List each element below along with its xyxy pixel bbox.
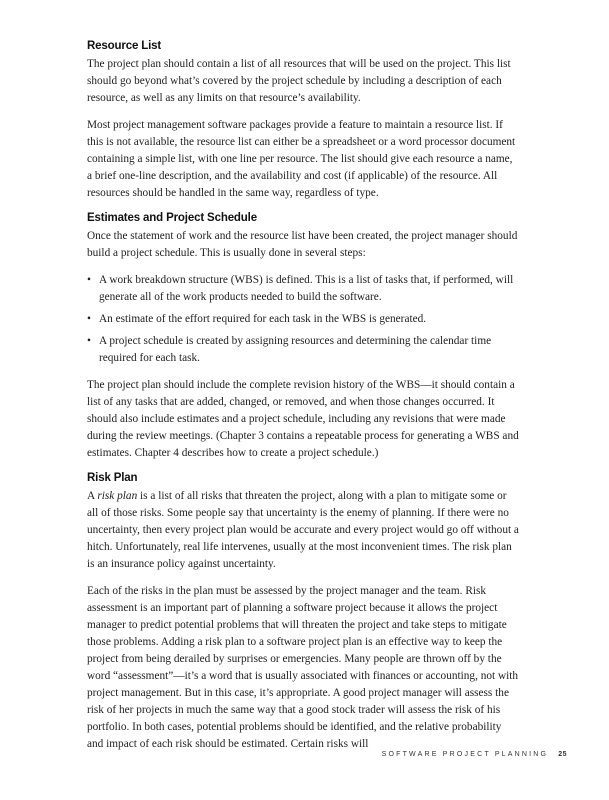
paragraph: The project plan should include the complete revision history of the WBS—it should contain a list of any tasks that are added, changed, or removed, and when those changes occurred. It should also include estimates and a project schedule, including any revisions that were made during the review meetings. (Chapter 3 contains a repeatable process for generating a WBS and estimates. Chapter 4 describes how to create a project schedule.): [87, 379, 519, 459]
heading-resource-list: Resource List: [87, 40, 162, 52]
bullet-list: [87, 272, 520, 367]
page-footer: [382, 751, 567, 758]
list-item-text: A work breakdown structure (WBS) is defined. This is a list of tasks that, if performed, will generate all of the work products needed to build the software.: [99, 274, 514, 303]
section-estimates: [87, 212, 520, 462]
list-item: [87, 311, 520, 328]
list-item: [87, 272, 520, 306]
paragraph: Each of the risks in the plan must be assessed by the project manager and the team. Risk assessment is an important part of planning a software project because it allows the project manager to predict potential problems that will threaten the project and take steps to mitigate those problems. Adding a risk plan to a software project plan is an effective way to keep the project from being derailed by surprises or emergencies. Many people are thrown off by the word “assessment”—it’s a word that is usually associated with finances or accounting, not with project management. But in this case, it’s appropriate. A good project manager will assess the risk of her projects in much the same way that a good stock trader will assess the risk of his portfolio. In both cases, potential problems should be identified, and the relative probability and impact of each risk should be estimated. Certain risks will: [87, 585, 519, 750]
paragraph: Most project management software packages provide a feature to maintain a resource list. If this is not available, the resource list can either be a spreadsheet or a word processor document containing a simple list, with one line per resource. The list should give each resource a name, a brief one-line description, and the availability and cost (if applicable) of the resource. All resources should be handled in the same way, regardless of type.: [87, 119, 516, 199]
list-item: [87, 333, 520, 367]
paragraph: The project plan should contain a list of all resources that will be used on the project. This list should go beyond what’s covered by the project schedule by including a description of each resource, as well as any limits on that resource’s availability.: [87, 58, 511, 104]
section-resource-list: [87, 40, 520, 202]
running-title: SOFTWARE PROJECT PLANNING: [381, 751, 549, 758]
bullet-icon: •: [87, 274, 91, 286]
text-run: is a list of all risks that threaten the project, along with a plan to mitigate some or all of those risks. Some people say that uncertainty is the enemy of planning. If there were no uncertainty, then every project plan would be accurate and every project would go off without a hitch. Unfortunately, real life intervenes, usually at the most inconvenient times. The risk plan is an insurance policy against uncertainty.: [87, 490, 519, 570]
heading-estimates: Estimates and Project Schedule: [87, 212, 257, 224]
page-number: 25: [558, 751, 567, 758]
paragraph: [87, 488, 520, 573]
bullet-icon: •: [87, 313, 91, 325]
heading-risk-plan: Risk Plan: [87, 472, 138, 484]
text-run: A: [87, 490, 98, 502]
defined-term: risk plan: [97, 490, 138, 502]
paragraph: Once the statement of work and the resource list have been created, the project manager should build a project schedule. This is usually done in several steps:: [87, 230, 518, 259]
page-body: [87, 40, 520, 763]
bullet-icon: •: [87, 335, 91, 347]
list-item-text: An estimate of the effort required for each task in the WBS is generated.: [99, 313, 427, 325]
list-item-text: A project schedule is created by assigning resources and determining the calendar time required for each task.: [99, 335, 492, 364]
section-risk-plan: [87, 472, 520, 753]
